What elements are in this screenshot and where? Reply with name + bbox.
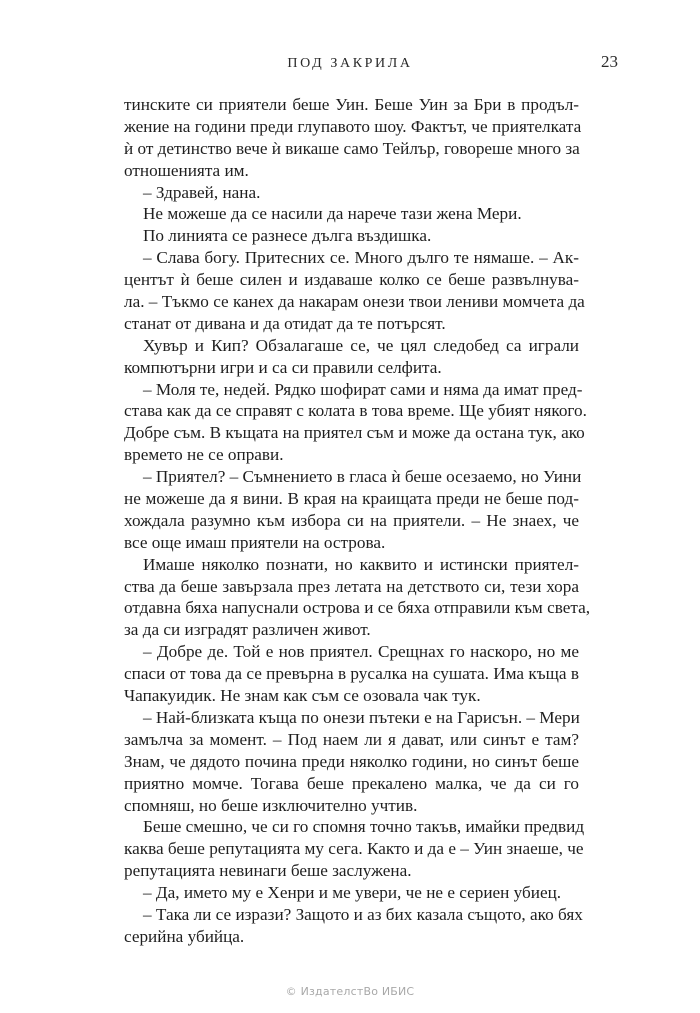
text-line: – Здравей, нана. <box>143 182 261 202</box>
text-line: Чапакуидик. Не знам как съм се озовала чак тук. <box>124 686 481 706</box>
text-line: за да си изградят различен живот. <box>124 620 371 640</box>
text-line: центът ѝ беше силен и издаваше колко се беше развълнува- <box>124 270 579 290</box>
text-line: – Добре де. Той е нов приятел. Срещнах го наскоро, но ме <box>143 642 579 662</box>
copyright-footer: © ИздателстВо ИБИС <box>285 985 415 998</box>
text-line: приятно момче. Тогава беше прекалено малка, че да си го <box>124 773 579 793</box>
running-title: ПОД ЗАКРИЛА <box>287 56 413 71</box>
text-line: ства да беше завързала през летата на детството си, тези хора <box>124 576 579 596</box>
page-number: 23 <box>601 52 618 71</box>
text-line: жение на години преди глупавото шоу. Фактът, че приятелката <box>124 116 582 136</box>
text-line: ла. – Тъкмо се канех да накарам онези твои лениви момчета да <box>124 292 585 312</box>
text-line: – Слава богу. Притесних се. Много дълго те нямаше. – Ак- <box>143 248 579 268</box>
text-line: – Най-близката къща по онези пътеки е на Гарисън. – Мери <box>143 707 580 727</box>
text-line: компютърни игри и са си правили селфита. <box>124 357 442 377</box>
text-line: времето не се оправи. <box>124 445 284 465</box>
text-line: – Да, името му е Хенри и ме увери, че не е сериен убиец. <box>143 883 562 903</box>
text-line: отдавна бяха напуснали острова и се бяха отправили към света, <box>124 598 591 618</box>
text-line: – Приятел? – Съмнението в гласа ѝ беше осезаемо, но Уини <box>143 467 582 487</box>
text-line: Имаше няколко познати, но каквито и истински приятел- <box>143 554 579 574</box>
text-line: По линията се разнесе дълга въздишка. <box>143 226 432 246</box>
text-line: – Така ли се изрази? Защото и аз бих казала същото, ако бях <box>143 904 583 924</box>
text-line: Не можеше да се насили да нарече тази жена Мери. <box>143 204 522 224</box>
text-line: станат от дивана и да отидат да те потърсят. <box>124 313 446 333</box>
page-header <box>0 50 700 80</box>
text-line: става как да се справят с колата в това време. Ще убият някого. <box>124 401 587 421</box>
text-line: все още имаш приятели на острова. <box>124 532 386 552</box>
text-line: тинските си приятели беше Уин. Беше Уин за Бри в продъл- <box>124 95 579 114</box>
text-line: каква беше репутацията му сега. Както и да е – Уин знаеше, че <box>124 839 584 859</box>
text-line: спомняш, но беше изключително учтив. <box>124 795 418 815</box>
text-line: хождала разумно към избора си на приятели. – Не знаех, че <box>124 510 579 530</box>
text-line: спаси от това да се превърна в русалка на сушата. Има къща в <box>124 664 579 684</box>
text-line: – Моля те, недей. Рядко шофират сами и няма да имат пред- <box>143 379 583 399</box>
text-line: Добре съм. В къщата на приятел съм и може да остана тук, ако <box>124 423 585 443</box>
text-line: замълча за момент. – Под наем ли я дават, или синът е там? <box>124 729 579 749</box>
text-line: Хувър и Кип? Обзалагаше се, че цял следобед са играли <box>143 335 579 355</box>
text-line: отношенията им. <box>124 160 249 180</box>
text-line: репутацията невинаги беше заслужена. <box>124 861 412 881</box>
body-text <box>124 94 591 948</box>
text-line: не можеше да я вини. В края на краищата преди не беше под- <box>124 489 579 509</box>
text-line: ѝ от детинство вече ѝ викаше само Тейлър, говореше много за <box>124 138 580 158</box>
text-line: Знам, че дядото почина преди няколко години, но синът беше <box>124 751 579 771</box>
text-line: серийна убийца. <box>124 926 245 946</box>
text-line: Беше смешно, че си го спомня точно такъв, имайки предвид <box>143 817 585 837</box>
